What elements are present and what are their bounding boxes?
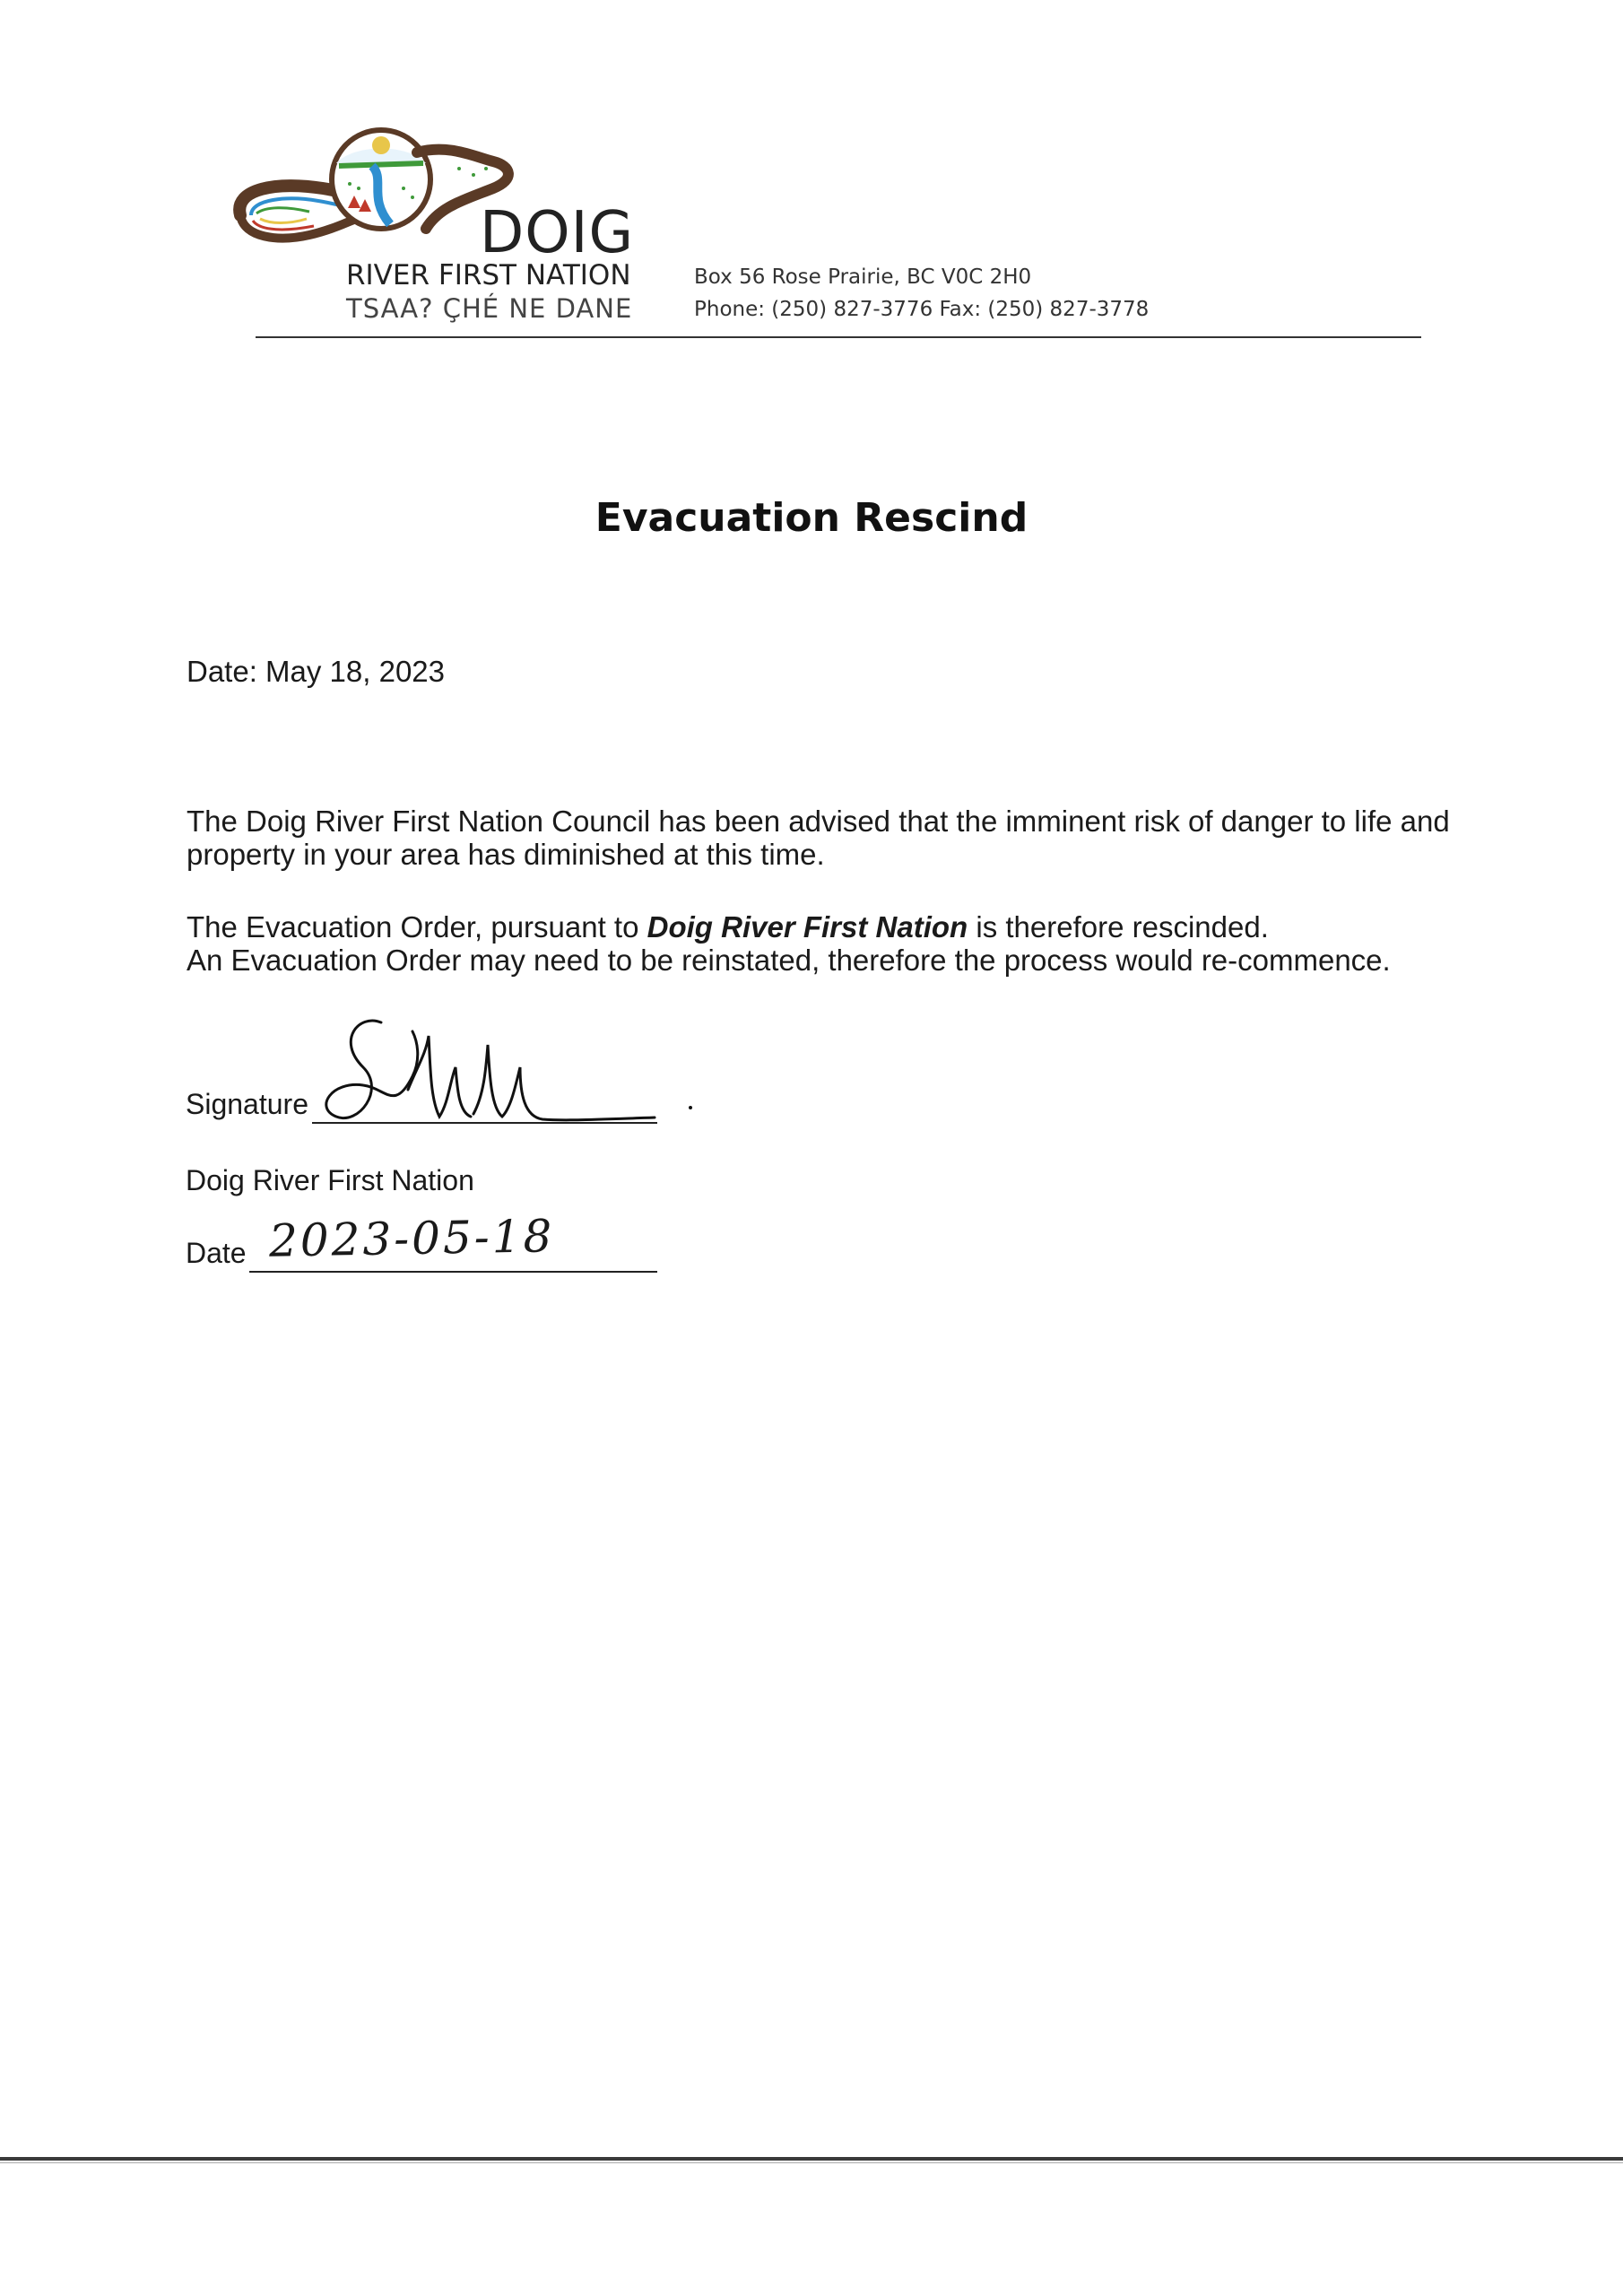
paragraph-line: The Doig River First Nation Council has been advised that the imminent risk of danger to life and: [187, 804, 1450, 838]
scan-edge-line: [0, 2157, 1623, 2161]
letterhead-address: Box 56 Rose Prairie, BC V0C 2H0: [694, 265, 1032, 289]
letterhead-contact: [694, 262, 1149, 326]
letterhead-phone-fax: Phone: (250) 827-3776 Fax: (250) 827-3778: [694, 297, 1150, 321]
paragraph-advisory: [187, 804, 1450, 872]
logo-wordmark: DOIG: [480, 200, 635, 266]
rescind-suffix: is therefore rescinded.: [968, 910, 1269, 944]
document-date: Date: May 18, 2023: [187, 655, 446, 688]
handwritten-date: 2023-05-18: [268, 1210, 555, 1267]
paragraph-line: An Evacuation Order may need to be reinstated, therefore the process would re-commence.: [187, 944, 1391, 978]
rescind-organization: Doig River First Nation: [647, 910, 968, 944]
signature-label: Signature: [186, 1088, 308, 1120]
rescind-prefix: The Evacuation Order, pursuant to: [187, 910, 647, 944]
logo-subtitle: RIVER FIRST NATION: [346, 259, 631, 291]
letterhead-divider: [256, 336, 1421, 338]
scan-edge-shadow: [0, 2162, 1623, 2163]
logo-native-name: TSAA? ÇHÉ NE DANE: [346, 293, 633, 324]
paragraph-line: [187, 910, 1391, 944]
paragraph-line: property in your area has diminished at this time.: [187, 838, 825, 872]
signature-date-label: Date: [186, 1237, 247, 1269]
paragraph-rescind: [187, 910, 1391, 978]
handwritten-signature: [296, 1004, 699, 1139]
signatory-organization: Doig River First Nation: [186, 1164, 474, 1196]
document-title: Evacuation Rescind: [595, 495, 1028, 541]
signature-date-line: [249, 1271, 657, 1273]
